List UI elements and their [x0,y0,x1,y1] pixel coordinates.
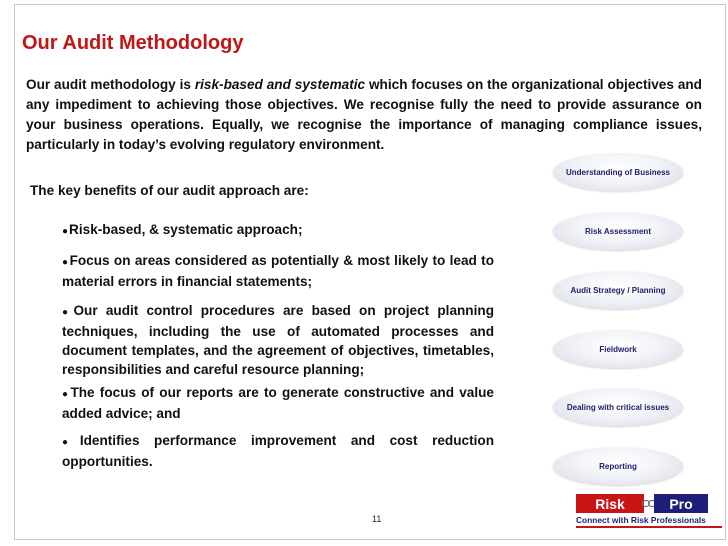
bullet-icon: ● [62,389,70,400]
bullet-icon: ● [62,226,69,237]
benefit-item [62,431,494,471]
process-step-oval: Audit Strategy / Planning [553,271,683,309]
logo-tagline: Connect with Risk Professionals [576,515,722,528]
process-step-oval: Risk Assessment [553,212,683,250]
process-step-oval: Dealing with critical issues [553,388,683,426]
process-step-oval: Reporting [553,447,683,485]
benefit-text: Our audit control procedures are based on project planning techniques, including the use of automated processes and document templates, and the agreement of objectives, timetables, responsibilities and careful resource planning; [62,303,494,377]
benefit-text: The focus of our reports are to generate constructive and value added advice; and [62,385,494,421]
bullet-icon: ● [62,257,69,268]
intro-paragraph [26,75,702,155]
intro-text-start: Our audit methodology is [26,77,195,92]
benefit-item [62,251,494,291]
benefit-item [62,383,494,423]
process-step-oval: Understanding of Business [553,153,683,191]
intro-emphasis: risk-based and systematic [194,77,366,92]
riskpro-logo [576,494,722,530]
benefit-text: Risk-based, & systematic approach; [69,222,303,237]
slide-title: Our Audit Methodology [22,32,244,54]
benefits-heading: The key benefits of our audit approach are: [30,183,309,198]
logo-pro-block: Pro [654,494,708,513]
intro-text-end: which focuses on the organizational objectives and any impediment to achieving those objectives. We recognise fully the need to provide assurance on your business operations. Equally, we recognise the importance of managing compliance issues, particularly in today’s evolving regulatory environment. [26,77,702,152]
benefit-item [62,301,494,379]
page-number: 11 [372,514,382,524]
logo-risk-block: Risk [576,494,644,513]
bullet-icon: ● [62,307,73,318]
bullet-icon: ● [62,437,79,448]
benefit-item [62,220,494,241]
process-step-oval: Fieldwork [553,330,683,368]
benefit-text: Focus on areas considered as potentially & most likely to lead to material errors in financial statements; [62,253,494,289]
benefit-text: Identifies performance improvement and cost reduction opportunities. [62,433,495,469]
